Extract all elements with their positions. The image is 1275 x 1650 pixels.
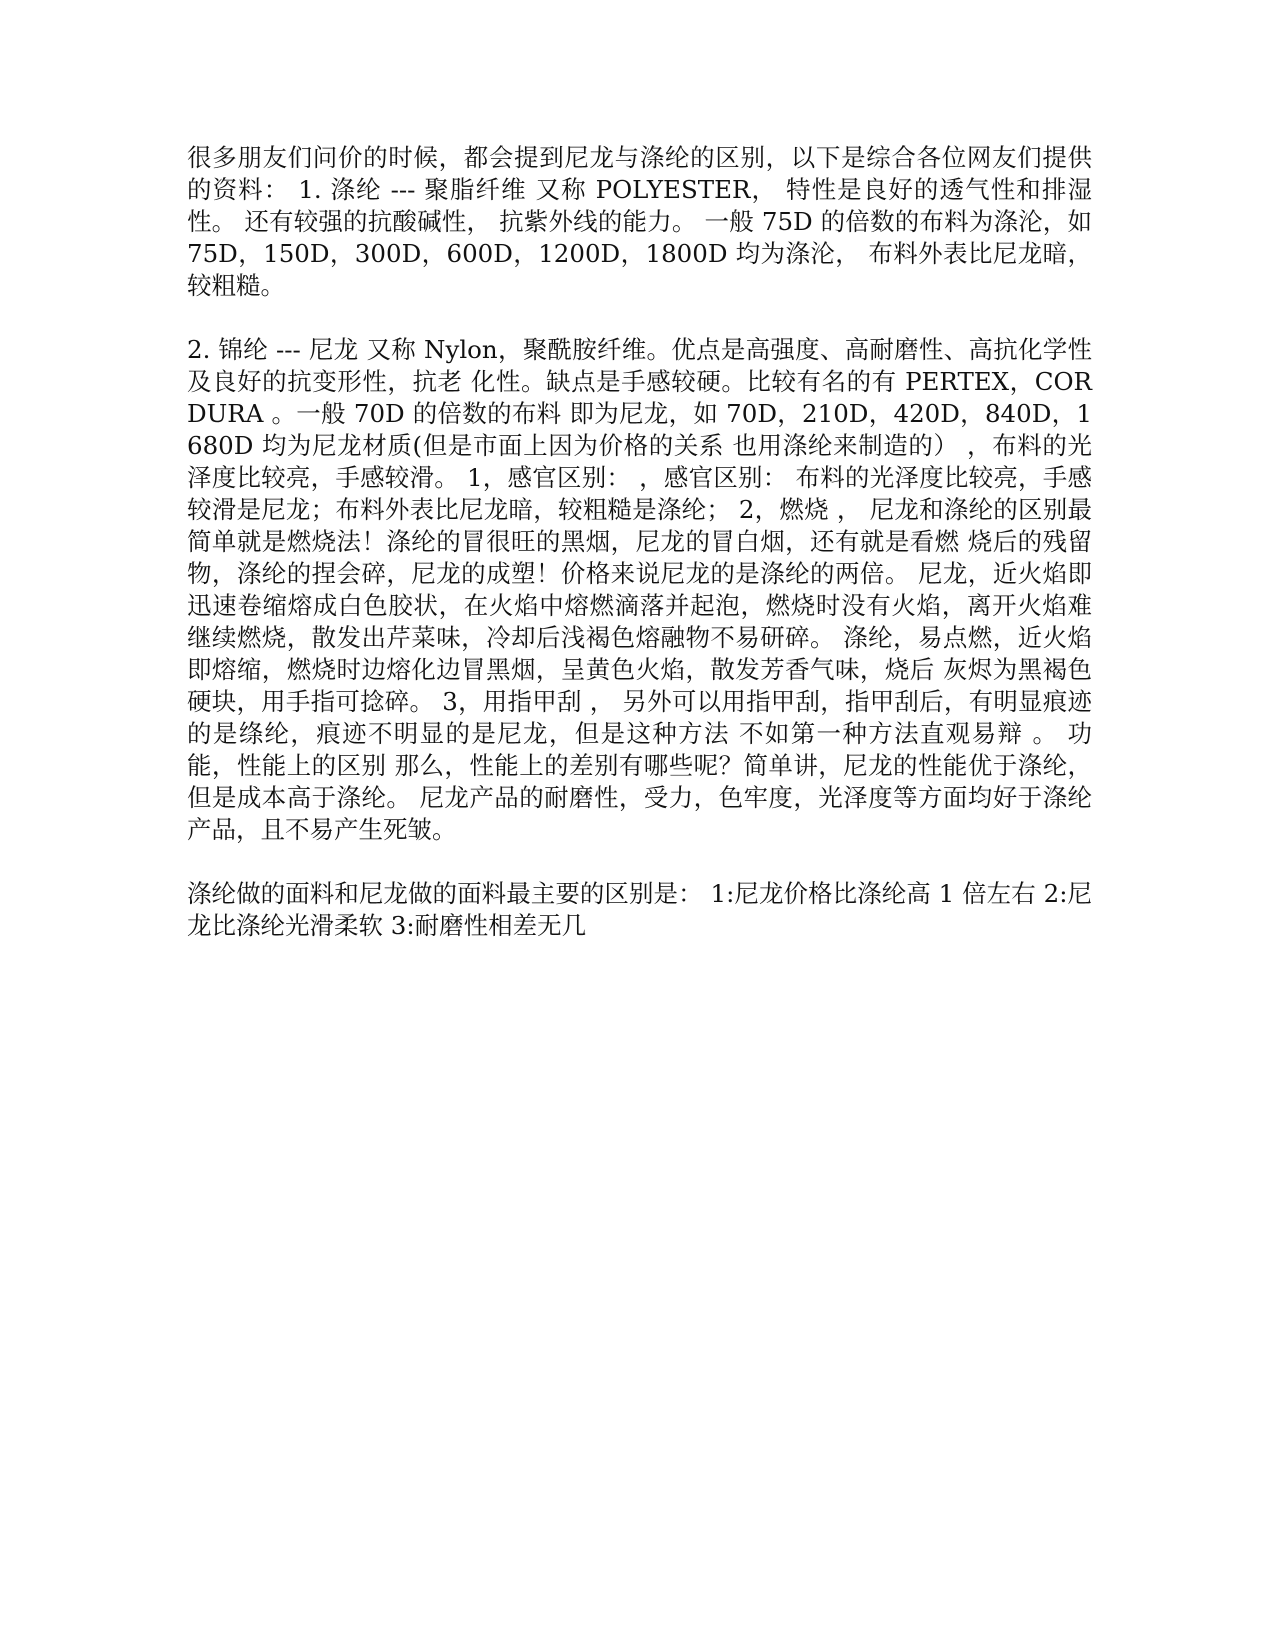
document-page [187,142,1092,942]
paragraph-polyester: 很多朋友们问价的时候，都会提到尼龙与涤纶的区别，以下是综合各位网友们提供的资料： 1. 涤纶 --- 聚脂纤维 又称 POLYESTER， 特性是良好的透气性和排湿性。 还有较强的抗酸碱性， 抗紫外线的能力。 一般 75D 的倍数的布料为涤沦，如 75D，150D，300D，600D，1200D，1800D 均为涤沦， 布料外表比尼龙暗，较粗糙。 [187,143,1092,300]
paragraph-nylon: 2. 锦纶 --- 尼龙 又称 Nylon，聚酰胺纤维。优点是高强度、高耐磨性、高抗化学性及良好的抗变形性，抗老 化性。缺点是手感较硬。比较有名的有 PERTEX，CORDURA 。一般 70D 的倍数的布料 即为尼龙，如 70D，210D，420D，840D，1680D 均为尼龙材质(但是市面上因为价格的关系 也用涤纶来制造的） ，布料的光泽度比较亮，手感较滑。 1，感官区别： ，感官区别： 布料的光泽度比较亮，手感较滑是尼龙；布料外表比尼龙暗，较粗糙是涤纶； 2，燃烧 ， 尼龙和涤纶的区别最简单就是燃烧法！涤纶的冒很旺的黑烟，尼龙的冒白烟，还有就是看燃 烧后的残留物，涤纶的捏会碎，尼龙的成塑！价格来说尼龙的是涤纶的两倍。 尼龙，近火焰即迅速卷缩熔成白色胶状，在火焰中熔燃滴落并起泡，燃烧时没有火焰，离开火焰难继续燃烧，散发出芹菜味，冷却后浅褐色熔融物不易研碎。 涤纶，易点燃，近火焰即熔缩，燃烧时边熔化边冒黑烟，呈黄色火焰，散发芳香气味，烧后 灰烬为黑褐色硬块，用手指可捻碎。 3，用指甲刮 ， 另外可以用指甲刮，指甲刮后，有明显痕迹的是绦纶，痕迹不明显的是尼龙，但是这种方法 不如第一种方法直观易辩 。 功能，性能上的区别 那么，性能上的差别有哪些呢？简单讲，尼龙的性能优于涤纶，但是成本高于涤纶。 尼龙产品的耐磨性，受力，色牢度，光泽度等方面均好于涤纶产品，且不易产生死皱。 [187,335,1092,844]
paragraph-summary: 涤纶做的面料和尼龙做的面料最主要的区别是： 1:尼龙价格比涤纶高 1 倍左右 2:尼龙比涤纶光滑柔软 3:耐磨性相差无几 [187,879,1092,940]
